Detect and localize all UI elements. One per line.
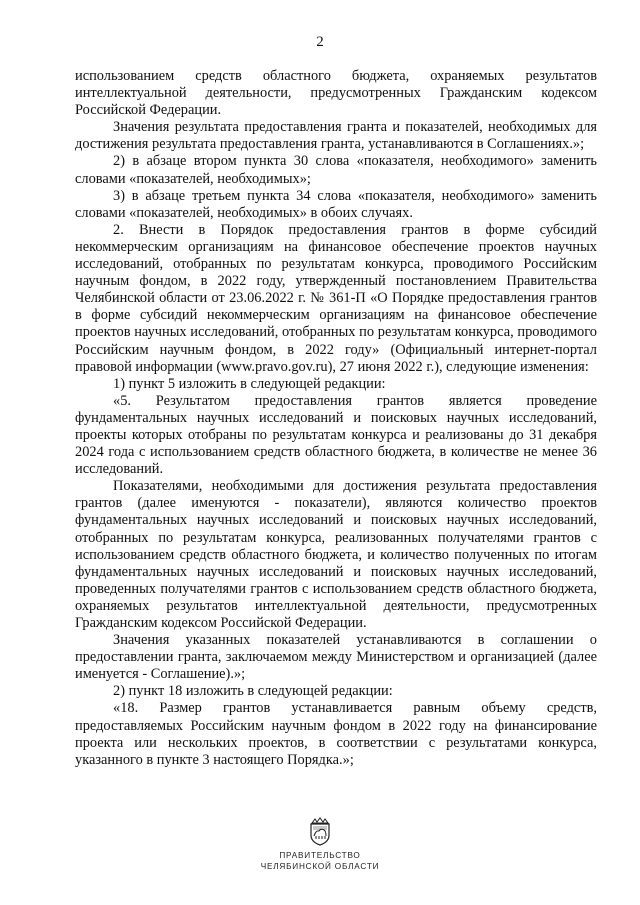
paragraph: 1) пункт 5 изложить в следующей редакции: bbox=[113, 375, 386, 392]
paragraph: использованием средств областного бюджета, охраняемых результатов интеллектуальной деятельности, предусмотренных Гражданским кодексом Российской Федерации. bbox=[75, 68, 597, 119]
paragraph: Значения результата предоставления гранта и показателей, необходимых для достижения результата предоставления гранта, устанавливаются в Соглашениях.»; bbox=[75, 119, 597, 153]
page-number: 2 bbox=[316, 34, 324, 50]
paragraph: 2. Внести в Порядок предоставления грантов в форме субсидий некоммерческим организациям на финансовое обеспечение проектов научных исследований, отобранных по результатам конкурса, проводимого Российским научным фондом, в 2022 году, утвержденный постановлением Правительства Челябинской области от 23.06.2022 г. № 361-П «О Порядке предоставления грантов в форме субсидий некоммерческим организациям на финансовое обеспечение проектов научных исследований, отобранных по результатам конкурса, проводимого Российским научным фондом, в 2022 году» (Официальный интернет-портал правовой информации (www.pravo.gov.ru), 27 июня 2022 г.), следующие изменения: bbox=[75, 221, 597, 375]
paragraph: Значения указанных показателей устанавливаются в соглашении о предоставлении гранта, заключаемом между Министерством и организацией (далее именуется - Соглашение).»; bbox=[75, 632, 597, 683]
paragraph: «18. Размер грантов устанавливается равным объему средств, предоставляемых Российским научным фондом в 2022 году на финансирование проекта или нескольких проектов, в соответствии с результатами конкурса, указанного в пункте 3 настоящего Порядка.»; bbox=[75, 700, 597, 768]
footer-seal bbox=[0, 816, 640, 872]
paragraph: «5. Результатом предоставления грантов является проведение фундаментальных научных исследований и поисковых научных исследований, проекты которых отобраны по результатам конкурса и реализованы до 31 декабря 2024 года с использованием средств областного бюджета, в количестве не менее 36 исследований. bbox=[75, 392, 597, 478]
paragraph: 2) пункт 18 изложить в следующей редакции: bbox=[113, 683, 393, 700]
paragraph: Показателями, необходимыми для достижения результата предоставления грантов (далее именуются - показатели), являются количество проектов фундаментальных научных исследований и поисковых научных исследований, отобранных по результатам конкурса, реализованных получателями грантов с использованием средств областного бюджета, и количество полученных по итогам фундаментальных научных исследований и поисковых научных исследований, проведенных получателями грантов с использованием средств областного бюджета, охраняемых результатов интеллектуальной деятельности, предусмотренных Гражданским кодексом Российской Федерации. bbox=[75, 478, 597, 631]
footer-government-label: ПРАВИТЕЛЬСТВО bbox=[279, 851, 361, 860]
paragraph: 3) в абзаце третьем пункта 34 слова «показателя, необходимого» заменить словами «показателей, необходимых» в обоих случаях. bbox=[75, 187, 597, 221]
paragraph: 2) в абзаце втором пункта 30 слова «показателя, необходимого» заменить словами «показателей, необходимых»; bbox=[75, 153, 597, 187]
footer-region-label: ЧЕЛЯБИНСКОЙ ОБЛАСТИ bbox=[260, 862, 380, 871]
chelyabinsk-coat-of-arms-icon bbox=[307, 816, 333, 846]
document-body bbox=[75, 68, 597, 769]
